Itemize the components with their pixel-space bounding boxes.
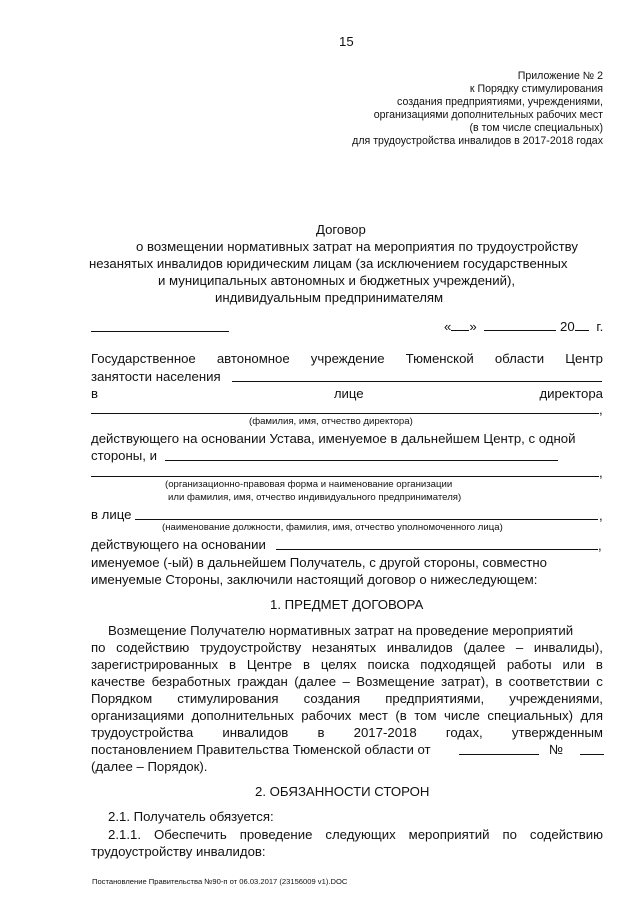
party-blank-1 [165,460,558,461]
intro-line-6: стороны, и [91,448,157,463]
word: 2.1.1. [108,827,141,842]
word: Государственное [91,351,196,366]
page-number: 15 [339,34,354,49]
word: – [515,640,524,655]
word: Центр [565,351,603,366]
word: Порядком [91,691,153,706]
date-line [444,318,603,335]
section-1-line-5 [91,690,603,707]
word: безработных [151,674,231,689]
document-title [40,221,630,306]
footer-filename: Постановление Правительства №90-п от 06.03.2017 (23156009 v1).DOC [92,877,348,886]
item-2-1-1 [108,826,603,843]
word: содействию [529,827,603,842]
intro-line-5: действующего на основании Устава, именуемое в дальнейшем Центр, с одной [91,431,576,446]
resolution-number-blank [580,754,604,755]
word: инвалиды), [533,640,603,655]
title-line: о возмещении нормативных затрат на мероприятия по трудоустройству [136,239,578,254]
section-1-heading: 1. ПРЕДМЕТ ДОГОВОРА [270,597,424,612]
party-blank-2 [91,476,599,477]
word: Центре [246,657,293,672]
word: предприятиями, [385,691,485,706]
section-1-line-3 [91,656,603,673]
word: или [562,657,585,672]
word: годах, [445,725,483,740]
word: автономное [216,351,290,366]
word: стимулирования [177,691,279,706]
intro-line-2: занятости населения [91,369,221,384]
word: мест [358,708,388,723]
word: незанятых [311,640,377,655]
title-line: индивидуальным предпринимателям [215,290,444,305]
comma: , [599,508,603,523]
word: инвалидов [222,725,289,740]
word: в [495,674,503,689]
section-1-line-2 [91,639,603,656]
word: (далее [463,640,506,655]
word: области [494,351,545,366]
date-year-suffix: г. [596,319,604,334]
word: подходящей [420,657,496,672]
comma: , [599,402,603,417]
date-year: 20 [560,319,575,334]
word: утвержденным [511,725,603,740]
title-line: и муниципальных автономных и бюджетных учреждений), [158,273,516,288]
word: по [502,827,517,842]
word: 2017-2018 [353,725,417,740]
caption-person: (наименование должности, фамилия, имя, отчество уполномоченного лица) [162,522,503,533]
section-2-heading: 2. ОБЯЗАННОСТИ СТОРОН [255,784,430,799]
word: следующих [325,827,396,842]
appendix-block [283,70,603,148]
appendix-line: организациями дополнительных рабочих мест [373,109,603,121]
word: директора [539,386,603,401]
word: затрат), [441,674,489,689]
title-line: незанятых инвалидов юридическим лицам (за исключением государственных [89,256,568,271]
word: Обеспечить [153,827,227,842]
item-2-1: 2.1. Получатель обязуется: [108,809,274,824]
representative-blank [135,519,598,520]
word: поиска [367,657,410,672]
word: в [228,657,236,672]
resolution-date-blank [459,754,539,755]
word: работы [506,657,552,672]
intro-line-10: именуемое (-ый) в дальнейшем Получатель, с другой стороны, совместно [91,555,547,570]
basis-blank [276,549,598,550]
word: том [414,708,437,723]
word: рабочих [301,708,352,723]
word: специальных) [487,708,573,723]
word: граждан [237,674,288,689]
intro-line-1 [91,350,603,367]
word: для [580,708,603,723]
word: числе [444,708,480,723]
section-1-line-9: (далее – Порядок). [91,759,208,774]
appendix-line: Приложение № 2 [517,70,603,82]
word: трудоустройства [91,725,194,740]
word: содействию [116,640,190,655]
caption-org-2: или фамилия, имя, отчество индивидуального предпринимателя) [168,492,462,503]
word: в [595,657,603,672]
director-blank [91,413,599,414]
intro-line-9: действующего на основании [91,537,266,552]
word: лице [333,386,364,401]
word: с [596,674,603,689]
word: трудоустройству [199,640,302,655]
word: зарегистрированных [91,657,219,672]
comma: , [599,465,603,480]
section-1-line-4 [91,673,603,690]
appendix-line: создания предприятиями, учреждениями, [397,96,603,108]
intro-line-8: в лице [91,507,132,522]
section-1-line-8: постановлением Правительства Тюменской области от [91,742,431,757]
word: соответствии [508,674,590,689]
comma: , [598,538,602,553]
number-sign: № [549,742,564,757]
word: в [302,657,310,672]
section-1-line-7 [91,724,603,741]
appendix-line: для трудоустройства инвалидов в 2017-2018 годах [352,135,603,147]
appendix-line: (в том числе специальных) [469,122,603,134]
word: инвалидов [386,640,453,655]
word: в [91,386,99,401]
word: дополнительных [191,708,294,723]
section-1-line-1: Возмещение Получателю нормативных затрат на проведение мероприятий [108,623,574,638]
word: (в [395,708,407,723]
word: (далее [294,674,337,689]
section-1-line-6 [91,707,603,724]
word: проведение [239,827,313,842]
word: – [342,674,350,689]
word: учреждение [310,351,385,366]
word: в [317,725,325,740]
intro-line-11: именуемые Стороны, заключили настоящий договор о нижеследующем: [91,572,538,587]
center-name-blank [232,381,602,382]
place-blank [91,331,229,332]
word: учреждениями, [509,691,603,706]
open-quote: « [444,319,452,334]
word: организациями [91,708,185,723]
appendix-line: к Порядку стимулирования [469,83,603,95]
word: Тюменской [405,351,474,366]
word: по [91,640,106,655]
word: создания [303,691,361,706]
intro-line-3 [91,385,603,402]
word: качестве [91,674,146,689]
caption-org-1: (организационно-правовая форма и наименование организации [165,479,453,490]
word: Возмещение [356,674,435,689]
caption-director: (фамилия, имя, отчество директора) [249,416,413,427]
close-quote: » [469,319,477,334]
word: мероприятий [408,827,490,842]
word: целях [320,657,357,672]
title-line: Договор [316,222,366,237]
item-2-1-1-line-2: трудоустройству инвалидов: [91,844,266,859]
